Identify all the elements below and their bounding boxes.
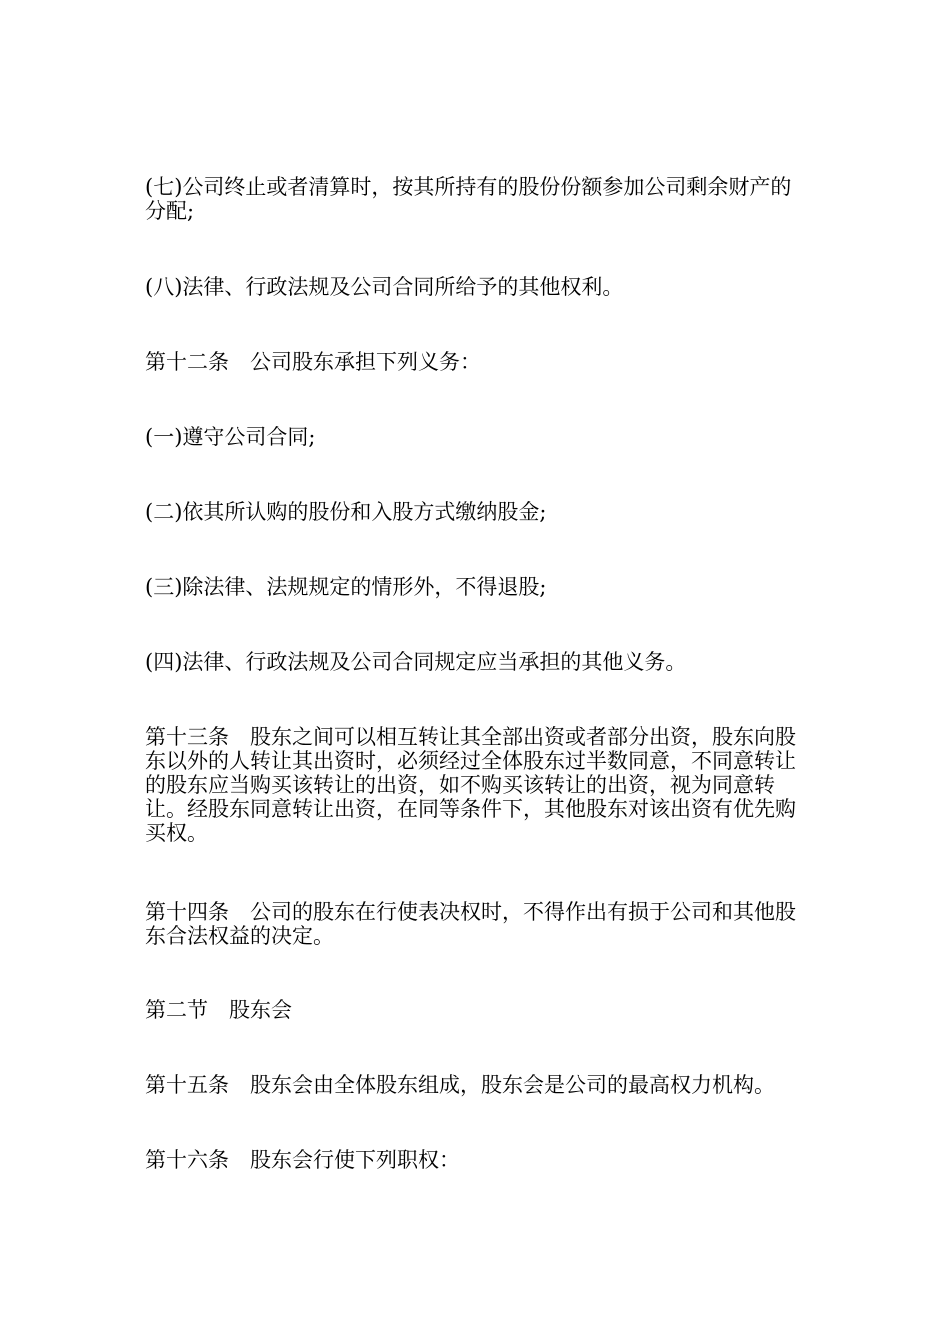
article-15: 第十五条 股东会由全体股东组成，股东会是公司的最高权力机构。 [145,1073,775,1097]
section-2-heading: 第二节 股东会 [145,998,292,1022]
obligation-1: (一)遵守公司合同; [145,425,316,449]
article-14: 第十四条 公司的股东在行使表决权时，不得作出有损于公司和其他股东合法权益的决定。 [145,900,796,948]
obligation-3: (三)除法律、法规规定的情形外，不得退股; [145,575,547,599]
article-16: 第十六条 股东会行使下列职权： [145,1148,460,1172]
clause-8-other-rights: (八)法律、行政法规及公司合同所给予的其他权利。 [145,275,624,299]
article-12-heading: 第十二条 公司股东承担下列义务： [145,350,481,374]
obligation-2: (二)依其所认购的股份和入股方式缴纳股金; [145,500,547,524]
article-13: 第十三条 股东之间可以相互转让其全部出资或者部分出资，股东向股东以外的人转让其出资时，必须经过全体股东过半数同意，不同意转让的股东应当购买该转让的出资，如不购买该转让的出资，视为同意转让。经股东同意转让出资，在同等条件下，其他股东对该出资有优先购买权。 [145,725,796,845]
obligation-4: (四)法律、行政法规及公司合同规定应当承担的其他义务。 [145,650,687,674]
clause-7-right-to-residual-assets: (七)公司终止或者清算时，按其所持有的股份份额参加公司剩余财产的分配; [145,175,792,223]
